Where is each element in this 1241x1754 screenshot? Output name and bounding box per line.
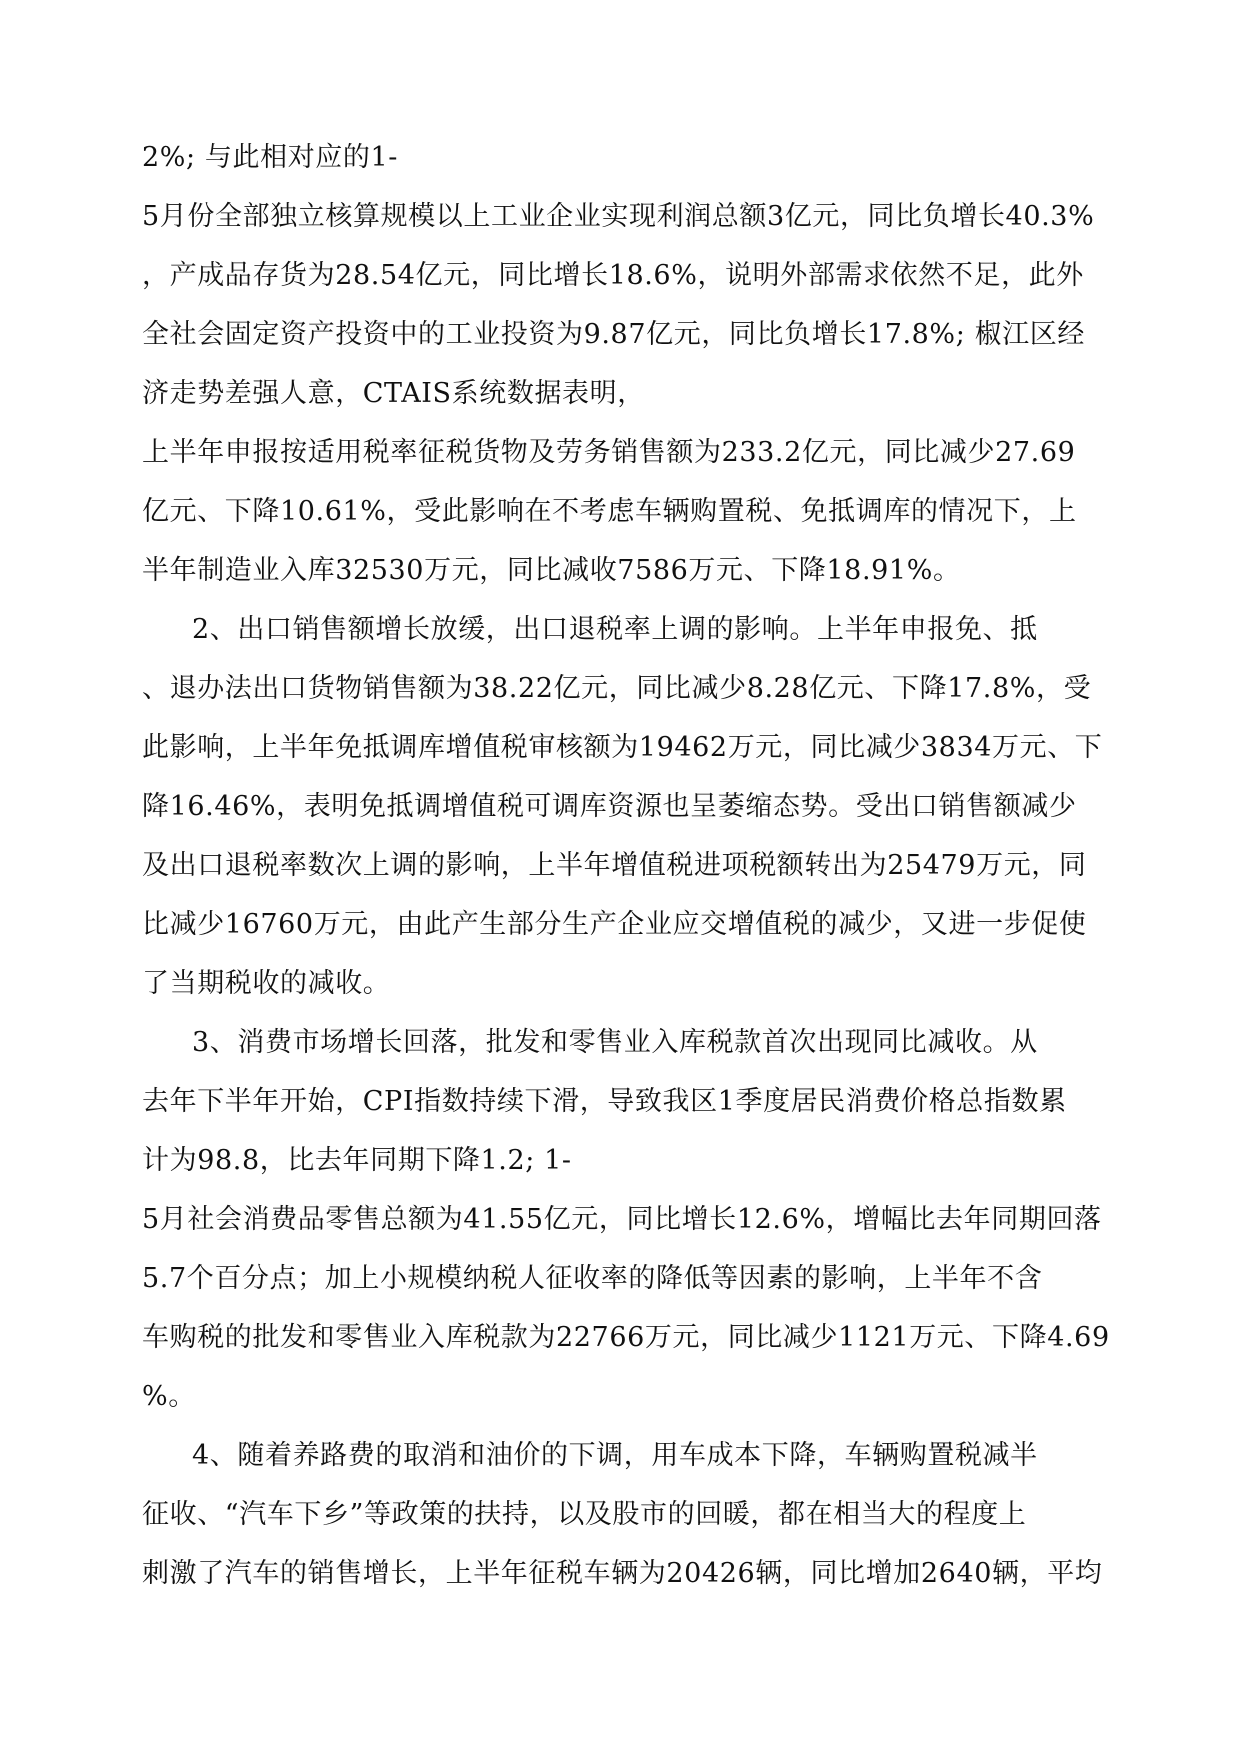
text-line: 比减少16760万元，由此产生部分生产企业应交增值税的减少，又进一步促使 <box>142 909 1087 940</box>
text-line: 及出口退税率数次上调的影响，上半年增值税进项税额转出为25479万元，同 <box>142 850 1087 881</box>
text-line: 此影响，上半年免抵调库增值税审核额为19462万元，同比减少3834万元、下 <box>142 732 1103 763</box>
paragraph-start-line: 4、随着养路费的取消和油价的下调，用车成本下降，车辆购置税减半 <box>192 1440 1038 1471</box>
text-line: 5月份全部独立核算规模以上工业企业实现利润总额3亿元，同比负增长40.3% <box>142 201 1095 232</box>
text-line: 去年下半年开始，CPI指数持续下滑，导致我区1季度居民消费价格总指数累 <box>142 1086 1067 1117</box>
text-line: 车购税的批发和零售业入库税款为22766万元，同比减少1121万元、下降4.69 <box>142 1322 1110 1353</box>
text-line: ，产成品存货为28.54亿元，同比增长18.6%，说明外部需求依然不足，此外 <box>142 260 1084 291</box>
text-line: 全社会固定资产投资中的工业投资为9.87亿元，同比负增长17.8%; 椒江区经 <box>142 319 1085 350</box>
text-line: 、退办法出口货物销售额为38.22亿元，同比减少8.28亿元、下降17.8%，受 <box>142 673 1092 704</box>
text-line: 亿元、下降10.61%，受此影响在不考虑车辆购置税、免抵调库的情况下，上 <box>142 496 1077 527</box>
paragraph-start-line: 2、出口销售额增长放缓，出口退税率上调的影响。上半年申报免、抵 <box>192 614 1038 645</box>
text-line: 2%; 与此相对应的1- <box>142 142 399 173</box>
text-line: 半年制造业入库32530万元，同比减收7586万元、下降18.91%。 <box>142 555 961 586</box>
text-line: %。 <box>142 1381 196 1412</box>
text-line: 征收、“汽车下乡”等政策的扶持，以及股市的回暖，都在相当大的程度上 <box>142 1499 1027 1530</box>
text-line: 5.7个百分点；加上小规模纳税人征收率的降低等因素的影响，上半年不含 <box>142 1263 1043 1294</box>
text-line: 计为98.8，比去年同期下降1.2; 1- <box>142 1145 572 1176</box>
text-line: 了当期税收的减收。 <box>142 968 391 999</box>
text-line: 上半年申报按适用税率征税货物及劳务销售额为233.2亿元，同比减少27.69 <box>142 437 1076 468</box>
text-line: 济走势差强人意，CTAIS系统数据表明， <box>142 378 645 409</box>
text-line: 刺激了汽车的销售增长，上半年征税车辆为20426辆，同比增加2640辆，平均 <box>142 1558 1103 1589</box>
text-line: 5月社会消费品零售总额为41.55亿元，同比增长12.6%，增幅比去年同期回落 <box>142 1204 1102 1235</box>
text-line: 降16.46%，表明免抵调增值税可调库资源也呈萎缩态势。受出口销售额减少 <box>142 791 1077 822</box>
body-text <box>142 128 1110 1603</box>
paragraph-start-line: 3、消费市场增长回落，批发和零售业入库税款首次出现同比减收。从 <box>192 1027 1038 1058</box>
